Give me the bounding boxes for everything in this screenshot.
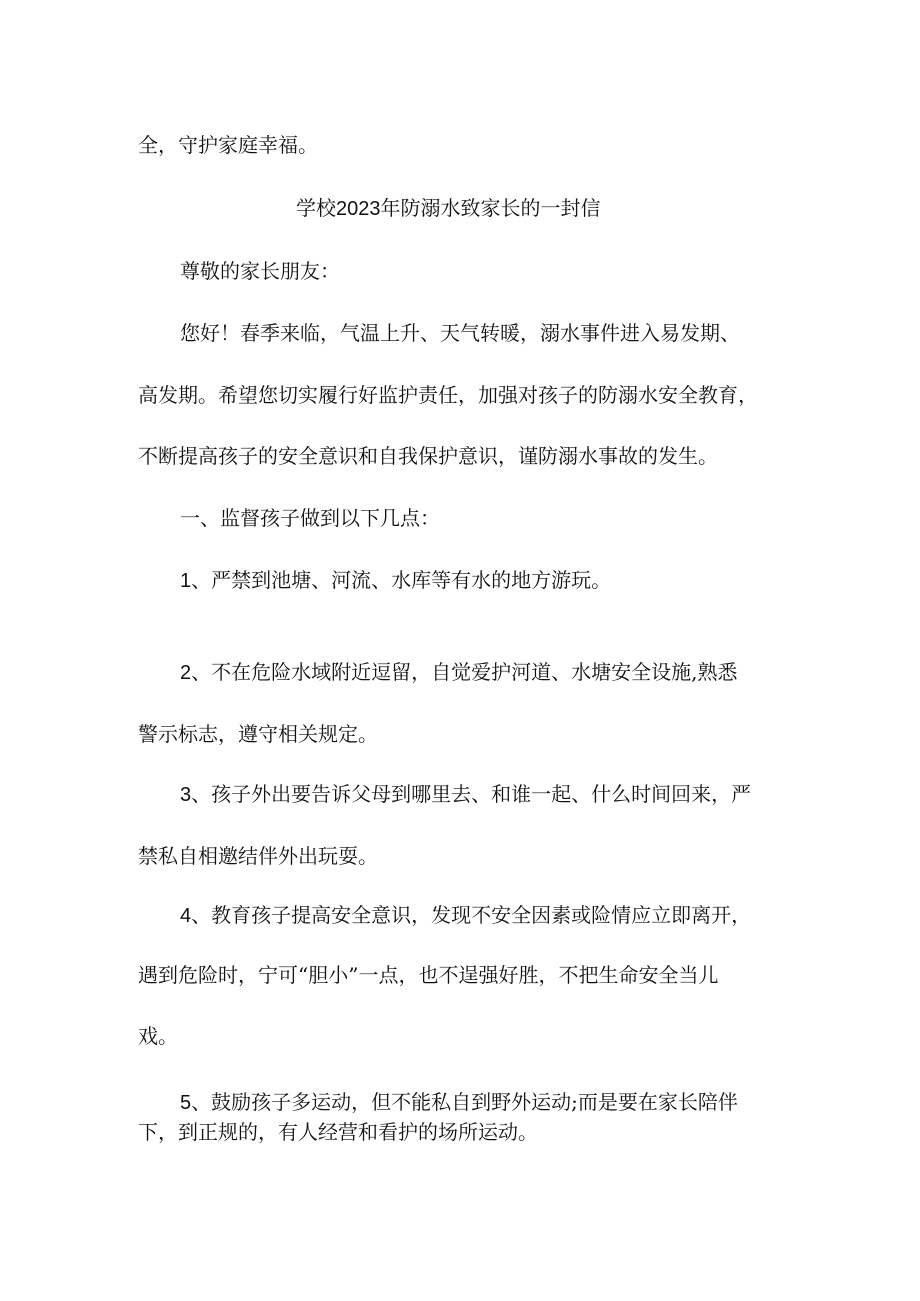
list-number: 5 — [180, 1092, 192, 1114]
list-item-text: 、鼓励孩子多运动，但不能私自到野外运动;而是要在家长陪伴 — [191, 1090, 738, 1114]
salutation: 尊敬的家长朋友： — [180, 259, 340, 283]
list-item — [180, 782, 751, 807]
paragraph-line: 不断提高孩子的安全意识和自我保护意识，谨防溺水事故的发生。 — [138, 444, 718, 468]
paragraph-line: 遇到危险时，宁可“胆小”一点，也不逞强好胜，不把生命安全当儿 — [138, 963, 719, 987]
list-item-text: 、教育孩子提高安全意识，发现不安全因素或险情应立即离开， — [191, 903, 752, 927]
list-item — [180, 568, 611, 593]
paragraph-line: 戏。 — [138, 1024, 178, 1048]
list-item — [180, 903, 751, 928]
list-number: 4 — [180, 905, 192, 927]
list-item-text: 、严禁到池塘、河流、水库等有水的地方游玩。 — [191, 568, 612, 592]
title-year: 2023 — [336, 198, 381, 220]
title-text: 学校 — [296, 196, 336, 220]
paragraph-line: 您好！春季来临，气温上升、天气转暖，溺水事件进入易发期、 — [180, 321, 740, 345]
list-item — [180, 1090, 738, 1115]
title-text: 年防溺水致家长的一封信 — [380, 196, 601, 220]
list-item — [180, 660, 737, 685]
section-heading: 一、监督孩子做到以下几点： — [180, 506, 440, 530]
paragraph-line: 警示标志，遵守相关规定。 — [138, 722, 378, 746]
letter-title — [296, 196, 601, 221]
list-number: 2 — [180, 662, 192, 684]
paragraph-line: 高发期。希望您切实履行好监护责任，加强对孩子的防溺水安全教育， — [138, 383, 758, 407]
paragraph-line: 禁私自相邀结伴外出玩耍。 — [138, 844, 378, 868]
paragraph-line: 全，守护家庭幸福。 — [138, 133, 318, 157]
list-item-text: 、不在危险水域附近逗留，自觉爱护河道、水塘安全设施,熟悉 — [191, 660, 738, 684]
list-number: 3 — [180, 784, 192, 806]
list-number: 1 — [180, 570, 192, 592]
list-item-text: 、孩子外出要告诉父母到哪里去、和谁一起、什么时间回来，严 — [191, 782, 752, 806]
paragraph-line: 下，到正规的，有人经营和看护的场所运动。 — [138, 1120, 538, 1144]
